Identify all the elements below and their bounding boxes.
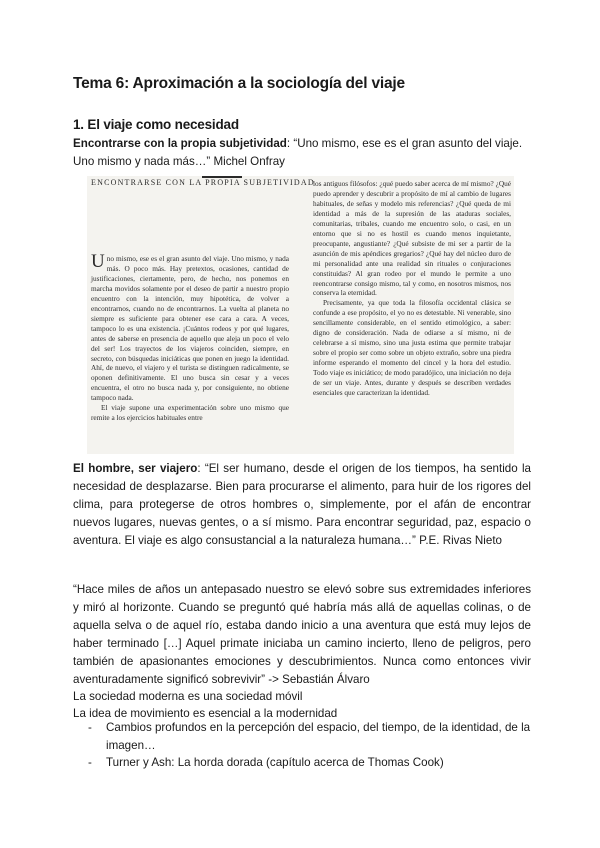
list-item-text: Turner y Ash: La horda dorada (capítulo acerca de Thomas Cook) xyxy=(106,756,444,769)
subjectivity-label: Encontrarse con la propia subjetividad xyxy=(73,137,287,150)
human-traveler-paragraph xyxy=(73,460,531,550)
page-title: Tema 6: Aproximación a la sociología del viaje xyxy=(73,75,405,92)
list-item xyxy=(88,754,533,772)
alvaro-quote-paragraph: “Hace miles de años un antepasado nuestro se elevó sobre sus extremidades inferiores y miró al horizonte. Cuando se preguntó qué habría más allá de aquellas colinas, o de aquella selva o de aquel río, estaba dando inicio a una aventura que está muy lejos de haber terminado […] Aquel primate iniciaba un camino incierto, lleno de peligros, pero también de apasionantes emociones y descubrimientos. Nunca como entonces vivir aventuradamente significó sobrevivir” -> Sebastián Álvaro xyxy=(73,583,531,686)
scan-left-paragraph-2: El viaje supone una experimentación sobre uno mismo que remite a los ejercicios habituales entre xyxy=(91,403,289,423)
rivas-nieto-quote: : “El ser humano, desde el origen de los tiempos, ha sentido la necesidad de desplazarse. Bien para procurarse el alimento, para huir de los rigores del clima, para protegerse de otros hombres o, simplemente, por el afán de encontrar nuevos lugares, nuevas gentes, o a sí mismo. Para encontrar seguridad, paz, espacio o aventura. El viaje es algo consustancial a la naturaleza humana…” P.E. Rivas Nieto xyxy=(73,462,531,547)
list-dash: - xyxy=(88,721,92,734)
scan-left-paragraph-1 xyxy=(91,251,289,403)
section-heading: 1. El viaje como necesidad xyxy=(73,117,239,132)
subjectivity-paragraph xyxy=(73,135,531,171)
list-item xyxy=(88,719,533,754)
human-traveler-label: El hombre, ser viajero xyxy=(73,462,198,475)
onfray-quote: : “Uno mismo, ese es el gran asunto del viaje. Uno mismo y nada más…” Michel Onfray xyxy=(73,137,523,168)
movement-idea-line: La idea de movimiento es esencial a la modernidad xyxy=(73,707,338,720)
scan-left-text-1: no mismo, ese es el gran asunto del viaje. Uno mismo, y nada más. O poco más. Hay pretextos, ocasiones, cantidad de justificaciones, ciertamente, pero, de hecho, nos ponemos en marcha movidos solamente por el deseo de partir a nuestro propio encuentro con la intención, muy hipotética, de volver a encontrarnos, cuando no de encontrarnos. La vuelta al planeta no siempre es suficiente para obtener ese cara a cara. A veces, tampoco lo es una existencia. ¡Cuántos rodeos y por qué lugares, antes de saberse en presencia de aquello que aleja un poco el velo del ser! Los trayectos de los viajeros coinciden, siempre, en secreto, con búsquedas iniciáticas que ponen en juego la identidad. Ahí, de nuevo, el viajero y el turista se distinguen radicalmente, se oponen definitivamente. El uno busca sin cesar y a veces encuentra, el otro no busca nada y, por consiguiente, no obtiene tampoco nada. xyxy=(91,254,289,403)
list-dash: - xyxy=(88,756,92,769)
scan-right-paragraph-1: los antiguos filósofos: ¿qué puedo saber acerca de mí mismo? ¿Qué puedo aprender y descubrir a propósito de mí al cambio de lugares habituales, de señas y modelo mis referencias? ¿Qué queda de mi identidad a más de la supresión de las ataduras sociales, comunitarias, tribales, cuando me encuentro solo, o casi, en un entorno que si no es hostil es cuando menos inquietante, preocupante, angustiante? ¿Qué subsiste de mi ser a partir de la asunción de mis apéndices gregarios? ¿Qué hay del núcleo duro de mi personalidad ante una realidad sin rituales o conjuraciones constituidas? Al gran rodeo por el mundo le permite a uno reencontrarse consigo mismo, tal y como, en nosotros mismos, nos conserva la eternidad. xyxy=(313,179,511,298)
scanned-book-excerpt xyxy=(87,176,514,454)
scan-left-column xyxy=(91,251,289,423)
scan-right-column xyxy=(313,179,511,398)
bullet-list xyxy=(88,719,533,772)
scan-heading: ENCONTRARSE CON LA PROPIA SUBJETIVIDAD xyxy=(91,178,315,187)
scan-right-paragraph-2: Precisamente, ya que toda la filosofía occidental clásica se confunde a ese propósito, el yo no es detestable. Ni venerable, sino sencillamente considerable, en el sentido etimológico, a saber: digno de consideración. Nada de odiarse a sí mismo, ni de celebrarse a sí mismo, sino una justa estima que permite trabajar sobre el propio ser como sobre un objeto extraño, sobre una piedra informe esperando el momento del cincel y la hora del estudio. Todo viaje es iniciático; de modo paradójico, una iniciación no deja de ser un viaje. Antes, durante y después se describen verdades esenciales que caracterizan la identidad. xyxy=(313,298,511,398)
list-item-text: Cambios profundos en la percepción del espacio, del tiempo, de la identidad, de la imagen… xyxy=(106,721,531,752)
scan-dropcap: U xyxy=(91,251,105,272)
modern-society-line: La sociedad moderna es una sociedad móvil xyxy=(73,690,303,703)
